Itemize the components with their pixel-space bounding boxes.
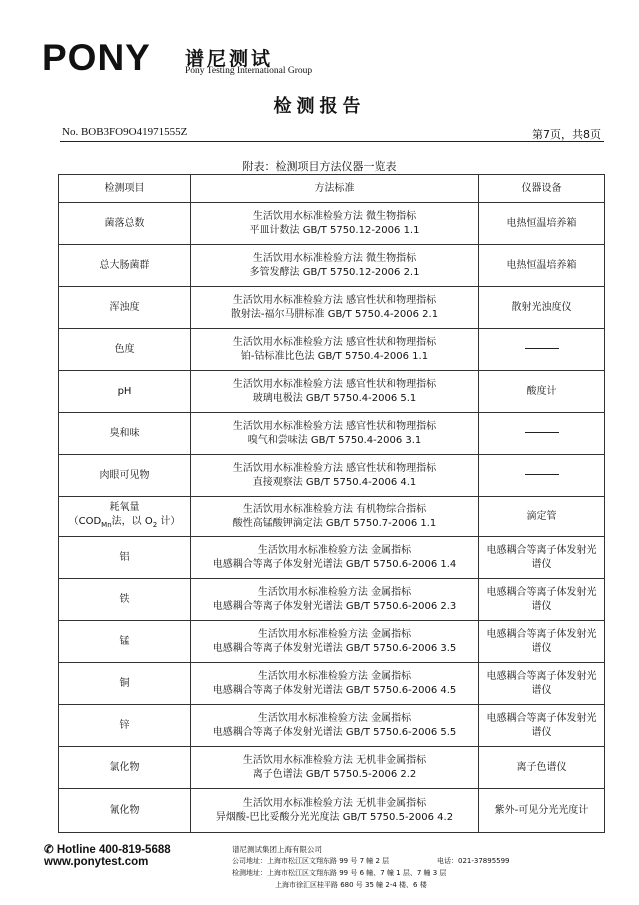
method-line: 电感耦合等离子体发射光谱法 GB/T 5750.6-2006 1.4	[212, 558, 457, 570]
method-cell	[191, 621, 479, 663]
table-row	[59, 537, 605, 579]
instrument-name: 电感耦合等离子体发射光谱仪	[486, 586, 597, 612]
instrument-name: 紫外-可见分光光度计	[494, 804, 589, 816]
footer-group-name: 谱尼测试集团上海有限公司	[232, 845, 322, 854]
item-name: 铁	[119, 593, 130, 605]
footer-lab-address-1: 检测地址：上海市松江区文翔东路 99 号 6 幢、7 幢 1 层、7 幢 3 层	[232, 869, 447, 877]
hotline-text: Hotline 400-819-5688	[56, 844, 171, 856]
method-cell	[191, 747, 479, 789]
company-name-cn: 谱尼测试	[185, 48, 274, 70]
method-cell	[191, 329, 479, 371]
method-cell	[191, 203, 479, 245]
method-instrument-table	[58, 174, 605, 833]
instrument-cell	[479, 705, 605, 747]
method-line: 电感耦合等离子体发射光谱法 GB/T 5750.6-2006 2.3	[212, 600, 457, 612]
item-cell	[59, 245, 191, 287]
method-line: 散射法-福尔马肼标准 GB/T 5750.4-2006 2.1	[230, 308, 439, 320]
footer-lab-address-2: 上海市徐汇区桂平路 680 号 35 幢 2-4 楼、6 楼	[275, 881, 427, 889]
website: www.ponytest.com	[44, 856, 149, 868]
item-cell	[59, 747, 191, 789]
method-line: 玻璃电极法 GB/T 5750.4-2006 5.1	[252, 392, 417, 404]
instrument-cell	[479, 789, 605, 833]
table-row	[59, 747, 605, 789]
method-line: 平皿计数法 GB/T 5750.12-2006 1.1	[249, 224, 420, 236]
method-line: 嗅气和尝味法 GB/T 5750.4-2006 3.1	[247, 434, 422, 446]
instrument-name: 散射光浊度仪	[511, 301, 572, 313]
method-line: 电感耦合等离子体发射光谱法 GB/T 5750.6-2006 4.5	[212, 684, 457, 696]
method-cell	[191, 245, 479, 287]
phone-icon: ✆	[44, 844, 54, 856]
instrument-cell	[479, 371, 605, 413]
item-cell	[59, 413, 191, 455]
method-line: 酸性高锰酸钾滴定法 GB/T 5750.7-2006 1.1	[232, 517, 437, 529]
instrument-name: 电热恒温培养箱	[506, 217, 577, 229]
method-cell	[191, 413, 479, 455]
document-title: 检测报告	[273, 96, 366, 117]
instrument-cell	[479, 537, 605, 579]
table-caption: 附表：检测项目方法仪器一览表	[242, 160, 397, 173]
method-line: 生活饮用水标准检验方法 感官性状和物理指标	[232, 378, 437, 390]
instrument-cell	[479, 287, 605, 329]
method-cell	[191, 455, 479, 497]
table-row	[59, 579, 605, 621]
table-row	[59, 245, 605, 287]
method-line: 电感耦合等离子体发射光谱法 GB/T 5750.6-2006 5.5	[212, 726, 457, 738]
method-line: 生活饮用水标准检验方法 感官性状和物理指标	[232, 294, 437, 306]
method-line: 生活饮用水标准检验方法 金属指标	[257, 670, 412, 682]
method-line: 生活饮用水标准检验方法 微生物指标	[252, 210, 417, 222]
empty-dash	[525, 474, 559, 475]
table-body	[59, 203, 605, 833]
item-cell	[59, 663, 191, 705]
instrument-name: 电感耦合等离子体发射光谱仪	[486, 712, 597, 738]
method-line: 生活饮用水标准检验方法 无机非金属指标	[242, 754, 427, 766]
empty-dash	[525, 432, 559, 433]
item-cell	[59, 621, 191, 663]
method-line: 生活饮用水标准检验方法 金属指标	[257, 586, 412, 598]
item-cell	[59, 705, 191, 747]
logo-wordmark: PONY	[42, 37, 151, 78]
item-cell	[59, 579, 191, 621]
instrument-cell	[479, 413, 605, 455]
table-header-row	[59, 175, 605, 203]
instrument-name: 滴定管	[526, 510, 557, 522]
method-line: 生活饮用水标准检验方法 金属指标	[257, 628, 412, 640]
company-name-en: Pony Testing International Group	[185, 66, 313, 76]
method-cell	[191, 579, 479, 621]
item-name: pH	[117, 385, 132, 397]
item-cell	[59, 537, 191, 579]
footer-phone: 电话：021-37895599	[437, 857, 510, 865]
item-cell	[59, 329, 191, 371]
method-cell	[191, 789, 479, 833]
item-name: 肉眼可见物	[99, 469, 150, 481]
item-name: 铜	[119, 677, 130, 689]
item-note: （$COD_{Mn}$法，以 $O_2$ 计）	[68, 516, 181, 529]
item-name: 菌落总数	[104, 217, 145, 229]
item-cell	[59, 789, 191, 833]
instrument-name: 电感耦合等离子体发射光谱仪	[486, 628, 597, 654]
method-line: 生活饮用水标准检验方法 无机非金属指标	[242, 797, 427, 809]
item-cell	[59, 203, 191, 245]
table-row	[59, 203, 605, 245]
item-name: 臭和味	[109, 427, 140, 439]
method-line: 生活饮用水标准检验方法 有机物综合指标	[242, 503, 427, 515]
table-row	[59, 705, 605, 747]
item-name: 锰	[119, 635, 130, 647]
item-name: 总大肠菌群	[99, 259, 150, 271]
item-cell	[59, 497, 191, 537]
table-row	[59, 413, 605, 455]
item-name: 铝	[119, 551, 130, 563]
header-item: 检测项目	[59, 175, 191, 203]
item-name: 氰化物	[109, 804, 140, 816]
item-name: 氯化物	[109, 761, 140, 773]
instrument-cell	[479, 203, 605, 245]
item-name: 锌	[119, 719, 130, 731]
method-line: 异烟酸-巴比妥酸分光光度法 GB/T 5750.5-2006 4.2	[215, 811, 454, 823]
header-method: 方法标准	[191, 175, 479, 203]
method-line: 离子色谱法 GB/T 5750.5-2006 2.2	[252, 768, 417, 780]
method-cell	[191, 497, 479, 537]
table-row	[59, 621, 605, 663]
method-line: 生活饮用水标准检验方法 金属指标	[257, 544, 412, 556]
method-line: 电感耦合等离子体发射光谱法 GB/T 5750.6-2006 3.5	[212, 642, 457, 654]
instrument-name: 离子色谱仪	[516, 761, 567, 773]
method-line: 生活饮用水标准检验方法 感官性状和物理指标	[232, 420, 437, 432]
method-line: 直接观察法 GB/T 5750.4-2006 4.1	[252, 476, 417, 488]
table-row	[59, 371, 605, 413]
footer-company-address: 公司地址：上海市松江区文翔东路 99 号 7 幢 2 层	[232, 857, 390, 865]
method-line: 生活饮用水标准检验方法 感官性状和物理指标	[232, 462, 437, 474]
method-cell	[191, 705, 479, 747]
item-cell	[59, 371, 191, 413]
table-row	[59, 455, 605, 497]
instrument-name: 电热恒温培养箱	[506, 259, 577, 271]
empty-dash	[525, 348, 559, 349]
instrument-cell	[479, 663, 605, 705]
item-name: 浑浊度	[109, 301, 140, 313]
method-cell	[191, 663, 479, 705]
header-instrument: 仪器设备	[479, 175, 605, 203]
instrument-cell	[479, 245, 605, 287]
item-cell	[59, 287, 191, 329]
instrument-cell	[479, 455, 605, 497]
table-row	[59, 663, 605, 705]
page-indicator: 第7页，共8页	[532, 128, 601, 141]
item-name: 耗氧量	[109, 502, 140, 513]
instrument-name: 酸度计	[526, 385, 557, 397]
method-cell	[191, 287, 479, 329]
table-row	[59, 287, 605, 329]
header-divider	[60, 141, 604, 142]
method-line: 生活饮用水标准检验方法 金属指标	[257, 712, 412, 724]
instrument-cell	[479, 497, 605, 537]
table-row	[59, 789, 605, 833]
report-number: No. BOB3FO9O41971555Z	[62, 126, 188, 138]
instrument-cell	[479, 747, 605, 789]
method-cell	[191, 371, 479, 413]
item-cell	[59, 455, 191, 497]
instrument-cell	[479, 621, 605, 663]
method-line: 铂-钴标准比色法 GB/T 5750.4-2006 1.1	[240, 350, 429, 362]
instrument-name: 电感耦合等离子体发射光谱仪	[486, 544, 597, 570]
item-name: 色度	[114, 343, 135, 355]
instrument-cell	[479, 329, 605, 371]
table-row	[59, 497, 605, 537]
method-line: 生活饮用水标准检验方法 微生物指标	[252, 252, 417, 264]
table-row	[59, 329, 605, 371]
method-cell	[191, 537, 479, 579]
hotline	[44, 842, 171, 856]
method-line: 多管发酵法 GB/T 5750.12-2006 2.1	[249, 266, 420, 278]
method-line: 生活饮用水标准检验方法 感官性状和物理指标	[232, 336, 437, 348]
instrument-name: 电感耦合等离子体发射光谱仪	[486, 670, 597, 696]
instrument-cell	[479, 579, 605, 621]
